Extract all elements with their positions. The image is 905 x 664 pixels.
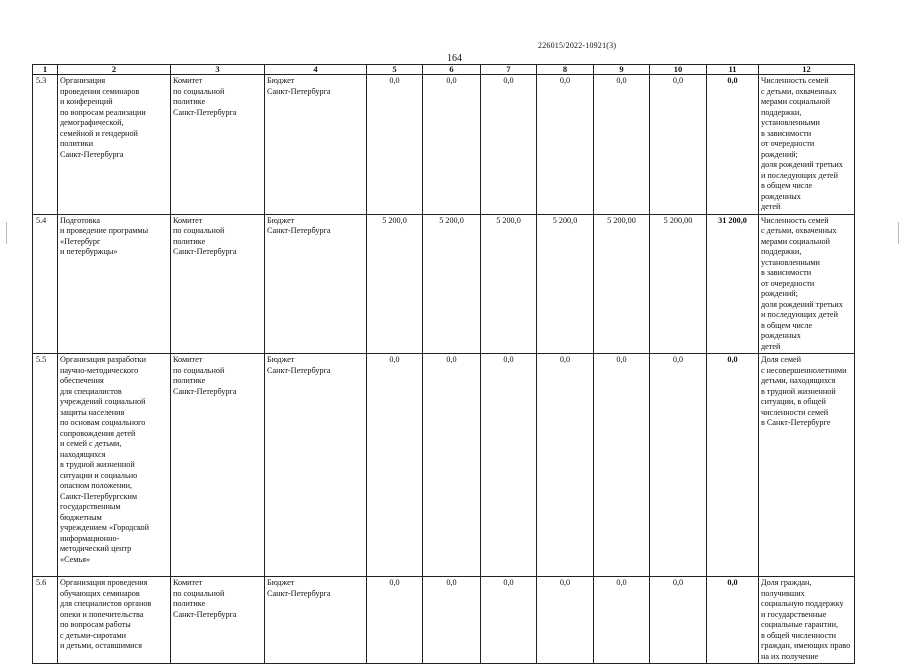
column-header: 12: [759, 65, 855, 75]
page-number: 164: [447, 53, 462, 64]
row-number: 5.5: [33, 354, 58, 577]
column-header: 4: [265, 65, 367, 75]
executor: Комитет по социальной политике Санкт-Петербурга: [171, 354, 265, 577]
column-number-header-row: [33, 65, 855, 75]
value-cell: 0,0: [423, 577, 481, 664]
total-cell: 0,0: [707, 354, 759, 577]
funding-source: Бюджет Санкт-Петербурга: [265, 577, 367, 664]
value-cell: 0,0: [367, 75, 423, 215]
value-cell: 0,0: [481, 354, 537, 577]
value-cell: 0,0: [423, 75, 481, 215]
value-cell: 0,0: [481, 577, 537, 664]
right-scan-edge-mark: [898, 222, 899, 244]
column-header: 6: [423, 65, 481, 75]
table-row: [33, 354, 855, 577]
row-number: 5.3: [33, 75, 58, 215]
indicator: Доля граждан, получивших социальную поддержку и государственные социальные гарантии, в общей численности граждан, имеющих право на их получение: [759, 577, 855, 664]
table-row: [33, 75, 855, 215]
value-cell: 0,0: [650, 75, 707, 215]
indicator: Численность семей с детьми, охваченных мерами социальной поддержки, установленными в зависимости от очередности рождений; доля рождений третьих и последующих детей в общем числе рожденных детей: [759, 214, 855, 354]
funding-source: Бюджет Санкт-Петербурга: [265, 354, 367, 577]
value-cell: 0,0: [594, 577, 650, 664]
value-cell: 0,0: [594, 354, 650, 577]
table-row: [33, 577, 855, 664]
column-header: 8: [537, 65, 594, 75]
column-header: 7: [481, 65, 537, 75]
value-cell: 5 200,0: [537, 214, 594, 354]
value-cell: 0,0: [594, 75, 650, 215]
document-stamp: 226015/2022-10921(3): [538, 41, 617, 50]
column-header: 11: [707, 65, 759, 75]
value-cell: 0,0: [367, 354, 423, 577]
executor: Комитет по социальной политике Санкт-Петербурга: [171, 75, 265, 215]
left-scan-edge-mark: [6, 222, 7, 244]
row-number: 5.6: [33, 577, 58, 664]
value-cell: 0,0: [537, 75, 594, 215]
value-cell: 5 200,0: [423, 214, 481, 354]
total-cell: 0,0: [707, 577, 759, 664]
column-header: 5: [367, 65, 423, 75]
value-cell: 5 200,0: [367, 214, 423, 354]
funding-source: Бюджет Санкт-Петербурга: [265, 75, 367, 215]
value-cell: 0,0: [481, 75, 537, 215]
total-cell: 0,0: [707, 75, 759, 215]
table-row: [33, 214, 855, 354]
activity-name: Организация разработки научно-методического обеспечения для специалистов учреждений социальной защиты населения по основам социального сопровождения детей и семей с детьми, находящихся в трудной жизненной ситуации и социально опасном положении, Санкт-Петербургским государственным бюджетным учреждением «Городской информационно- методический центр «Семья»: [58, 354, 171, 577]
column-header: 9: [594, 65, 650, 75]
column-header: 3: [171, 65, 265, 75]
value-cell: 0,0: [650, 354, 707, 577]
executor: Комитет по социальной политике Санкт-Петербурга: [171, 214, 265, 354]
activity-name: Подготовка и проведение программы «Петербург и петербуржцы»: [58, 214, 171, 354]
funding-source: Бюджет Санкт-Петербурга: [265, 214, 367, 354]
column-header: 10: [650, 65, 707, 75]
column-header: 2: [58, 65, 171, 75]
value-cell: 0,0: [650, 577, 707, 664]
indicator: Численность семей с детьми, охваченных мерами социальной поддержки, установленными в зависимости от очередности рождений; доля рождений третьих и последующих детей в общем числе рожденных детей: [759, 75, 855, 215]
executor: Комитет по социальной политике Санкт-Петербурга: [171, 577, 265, 664]
value-cell: 0,0: [423, 354, 481, 577]
value-cell: 0,0: [537, 577, 594, 664]
activity-name: Организация проведения семинаров и конференций по вопросам реализации демографической, семейной и гендерной политики Санкт-Петербурга: [58, 75, 171, 215]
value-cell: 0,0: [367, 577, 423, 664]
value-cell: 5 200,00: [594, 214, 650, 354]
indicator: Доля семей с несовершеннолетними детьми, находящихся в трудной жизненной ситуации, в общей численности семей в Санкт-Петербурге: [759, 354, 855, 577]
program-activities-table: [32, 64, 855, 664]
value-cell: 5 200,0: [481, 214, 537, 354]
row-number: 5.4: [33, 214, 58, 354]
activity-name: Организация проведения обучающих семинаров для специалистов органов опеки и попечительства по вопросам работы с детьми-сиротами и детьми, оставшимися: [58, 577, 171, 664]
total-cell: 31 200,0: [707, 214, 759, 354]
column-header: 1: [33, 65, 58, 75]
value-cell: 5 200,00: [650, 214, 707, 354]
value-cell: 0,0: [537, 354, 594, 577]
